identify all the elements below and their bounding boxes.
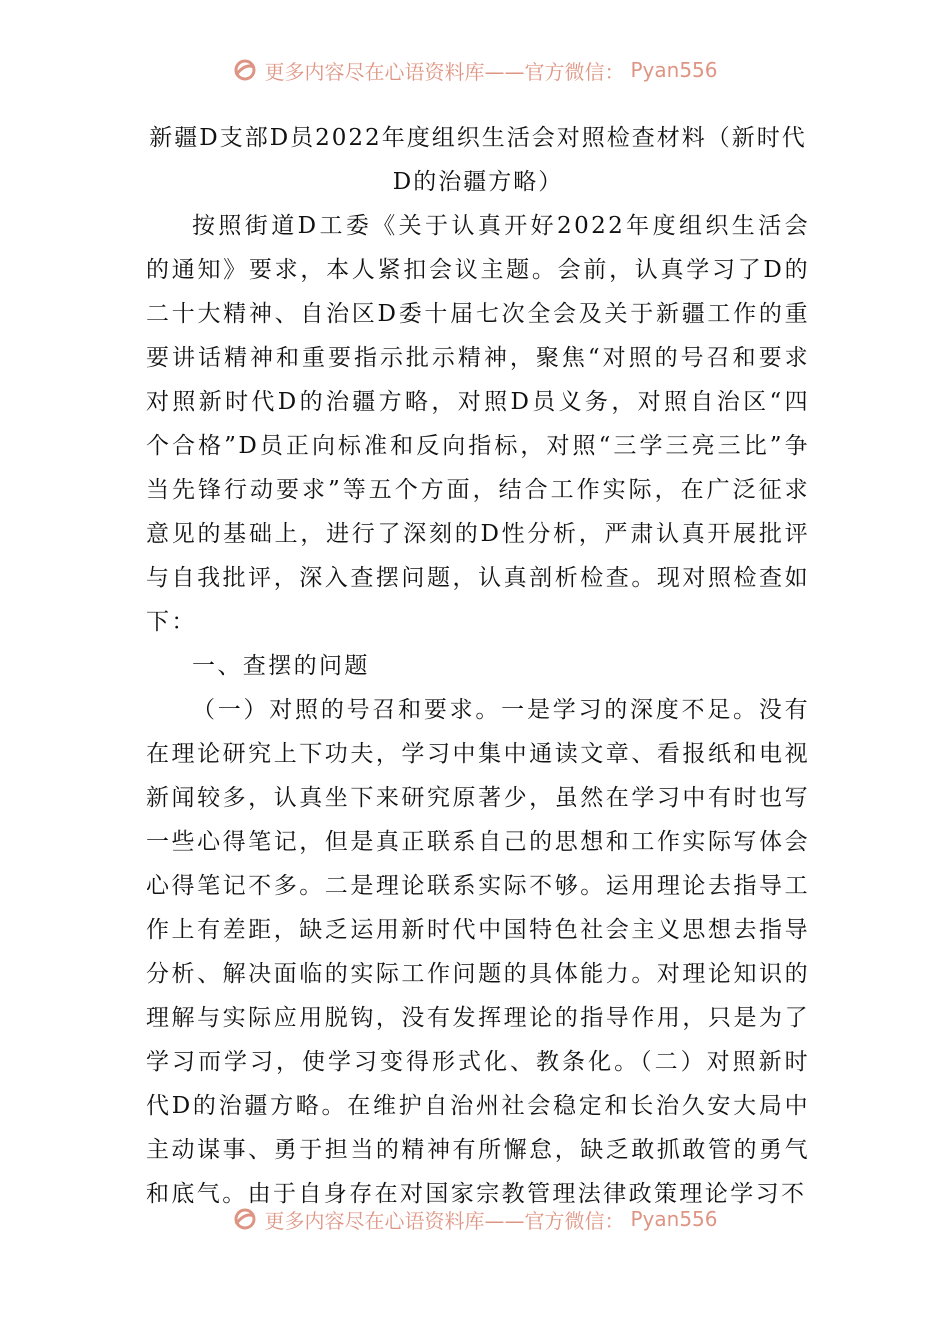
watermark-wechat-id: Pyan556 — [630, 58, 718, 82]
logo-swirl-icon — [232, 57, 258, 83]
intro-paragraph: 按照街道D工委《关于认真开好2022年度组织生活会的通知》要求，本人紧扣会议主题。会前，认真学习了D的二十大精神、自治区D委十届七次全会及关于新疆工作的重要讲话精神和重要指示批示精神，聚焦“对照的号召和要求对照新时代D的治疆方略，对照D员义务，对照自治区“四个合格”D员正向标准和反向指标，对照“三学三亮三比”争当先锋行动要求”等五个方面，结合工作实际，在广泛征求意见的基础上，进行了深刻的D性分析，严肃认真开展批评与自我批评，深入查摆问题，认真剖析检查。现对照检查如下： — [146, 213, 810, 635]
watermark-top — [0, 55, 950, 85]
watermark-bottom — [0, 1204, 950, 1234]
document-page — [146, 116, 810, 1216]
watermark-text: 更多内容尽在心语资料库——官方微信： — [264, 1208, 625, 1233]
section-body-paragraph: （一）对照的号召和要求。一是学习的深度不足。没有在理论研究上下功夫，学习中集中通读文章、看报纸和电视新闻较多，认真坐下来研究原著少，虽然在学习中有时也写一些心得笔记，但是真正联系自己的思想和工作实际写体会心得笔记不多。二是理论联系实际不够。运用理论去指导工作上有差距，缺乏运用新时代中国特色社会主义思想去指导分析、解决面临的实际工作问题的具体能力。对理论知识的理解与实际应用脱钩，没有发挥理论的指导作用，只是为了学习而学习，使学习变得形式化、教条化。（二）对照新时代D的治疆方略。在维护自治州社会稳定和长治久安大局中主动谋事、勇于担当的精神有所懈怠，缺乏敢抓敢管的勇气和底气。由于自身存在对国家宗教管理法律政策理论学习不 — [146, 697, 810, 1207]
document-title: 新疆D支部D员2022年度组织生活会对照检查材料（新时代D的治疆方略） — [149, 125, 807, 195]
watermark-text: 更多内容尽在心语资料库——官方微信： — [264, 59, 625, 84]
watermark-wechat-id: Pyan556 — [630, 1207, 718, 1231]
section-heading: 一、查摆的问题 — [192, 653, 370, 679]
logo-swirl-icon — [232, 1206, 258, 1232]
